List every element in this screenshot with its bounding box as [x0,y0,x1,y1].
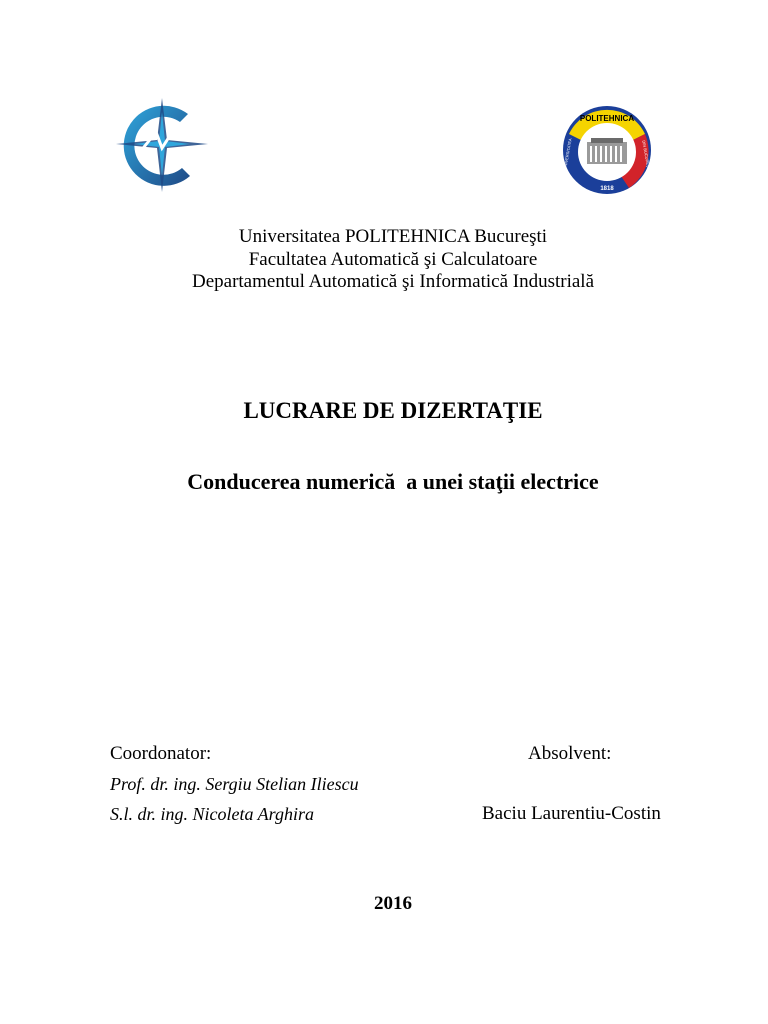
coordinator-label: Coordonator: [110,743,212,764]
acs-faculty-logo-icon [110,92,212,196]
seal-top-text: POLITEHNICA [579,114,635,123]
seal-year-text: 1818 [600,186,614,192]
document-type: LUCRARE DE DIZERTAŢIE [243,398,543,423]
university-name: Universitatea POLITEHNICA Bucureşti [238,226,548,247]
upb-university-logo [555,104,659,196]
faculty-name: Facultatea Automatică şi Calculatoare [248,249,538,270]
thesis-title: Conducerea numerică a unei staţii electrice [187,469,599,494]
seal-right-text: DIN BUCUREŞTI [641,139,652,172]
upb-university-seal-icon [555,104,659,196]
coordinator-name-2: S.l. dr. ing. Nicoleta Arghira [110,804,315,824]
graduate-name: Baciu Laurentiu-Costin [482,803,661,824]
year: 2016 [374,893,412,914]
acs-faculty-logo [110,92,212,196]
seal-left-text: UNIVERSITATEA [562,137,573,170]
graduate-label: Absolvent: [528,743,612,764]
department-name: Departamentul Automatică şi Informatică Industrială [191,271,595,292]
coordinator-name-1: Prof. dr. ing. Sergiu Stelian Iliescu [110,774,359,794]
